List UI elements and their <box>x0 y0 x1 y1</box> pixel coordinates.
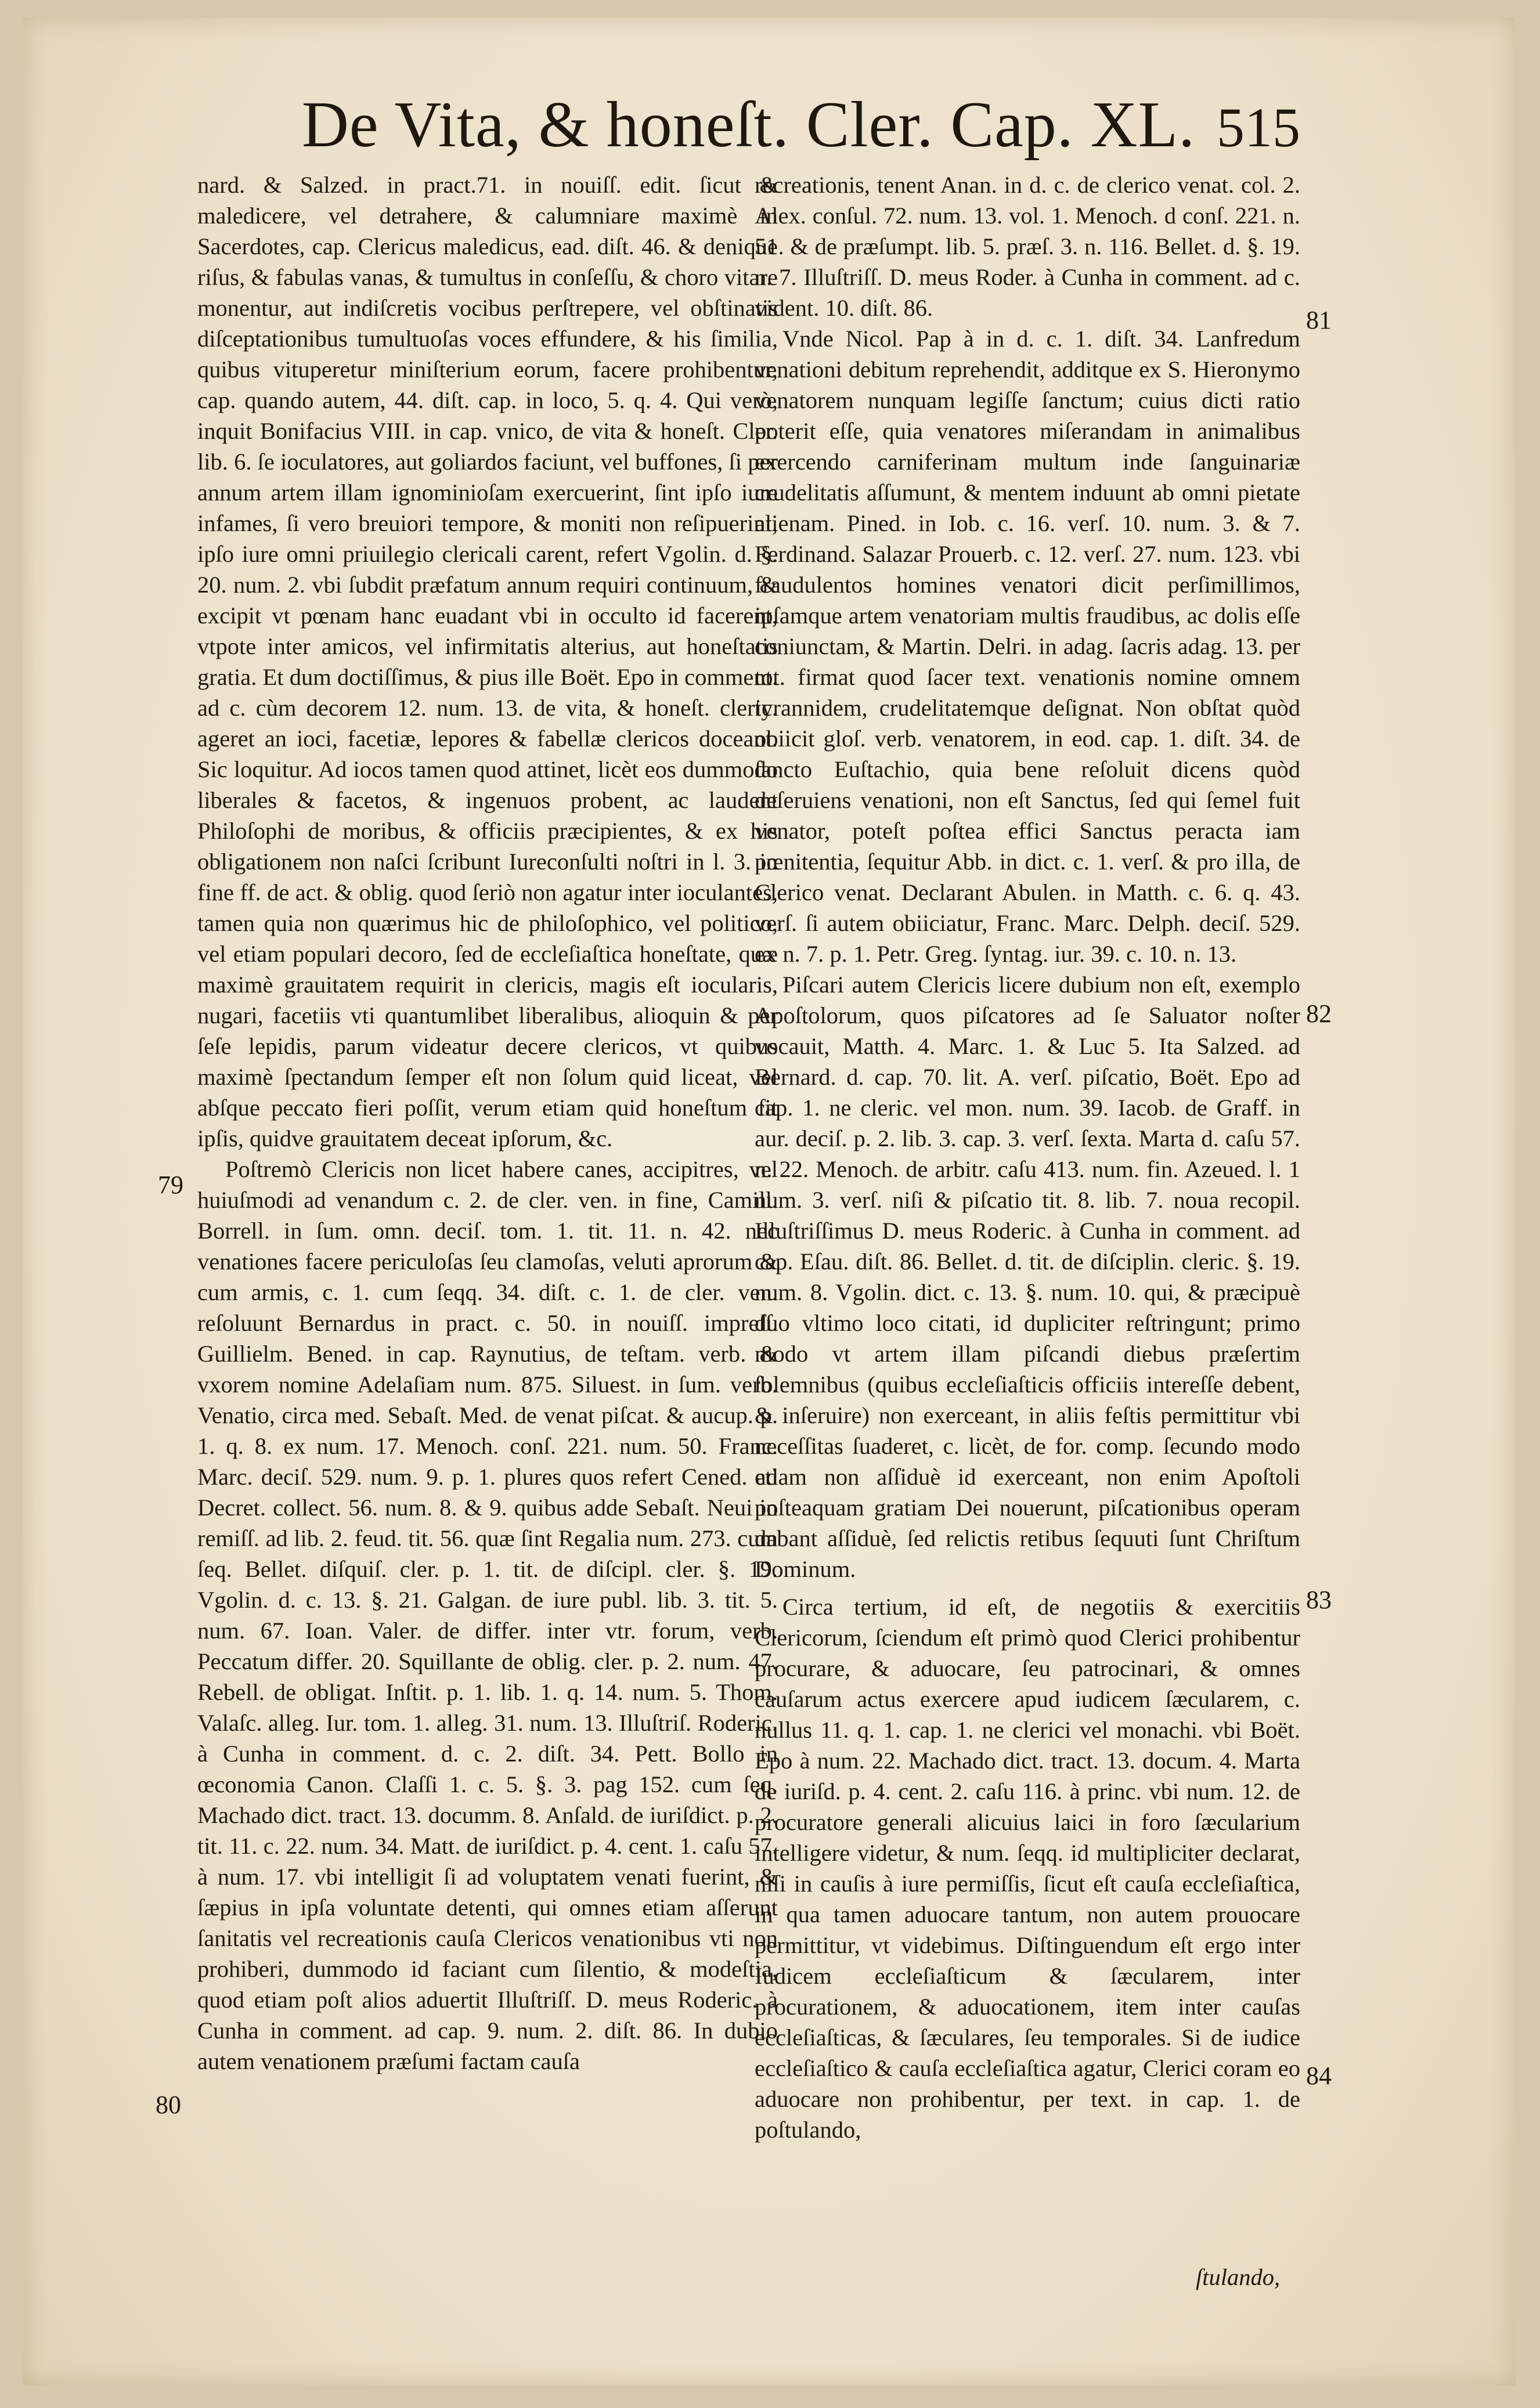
right-paragraph-1: recreationis, tenent Anan. in d. c. de clerico venat. col. 2. Alex. conſul. 72. num. 13. vol. 1. Menoch. d conſ. 221. n. 51. & de præſumpt. lib. 5. præſ. 3. n. 116. Bellet. d. §. 19. n. 7. Illuſtriſſ. D. meus Roder. à Cunha in comment. ad c. vident. 10. diſt. 86. <box>755 172 1300 321</box>
right-paragraph-4: Circa tertium, id eſt, de negotiis & exercitiis Clericorum, ſciendum eſt primò quod Clerici prohibentur procurare, & aduocare, ſeu patrocinari, & omnes cauſarum actus exercere apud iudicem ſæcularem, c. nullus 11. q. 1. cap. 1. ne clerici vel monachi. vbi Boët. Epo à num. 22. Machado dict. tract. 13. docum. 4. Marta de iuriſd. p. 4. cent. 2. caſu 116. à princ. vbi num. 12. de procuratore generali alicuius laici in foro ſæcularium intelligere videtur, & num. ſeqq. id multipliciter declarat, niſi in cauſis à iure permiſſis, ſicut eſt cauſa eccleſiaſtica, in qua tamen aduocare tantum, non autem prouocare permittitur, vt videbimus. Diſtinguendum eſt ergo inter Iudicem eccleſiaſticum & ſæcularem, inter procurationem, & aduocationem, item inter cauſas eccleſiaſticas, & ſæculares, ſeu temporales. Si de iudice eccleſiaſtico & cauſa eccleſiaſtica agatur, Clerici coram eo aduocare non prohibentur, per text. in cap. 1. de poſtulando, <box>755 1594 1300 2143</box>
left-paragraph-2: Poſtremò Clericis non licet habere canes, accipitres, vel huiuſmodi ad venandum c. 2. de cler. ven. in fine, Camill. Borrell. in ſum. omn. deciſ. tom. 1. tit. 11. n. 42. nec venationes facere periculoſas ſeu clamoſas, veluti aprorum & cum armis, c. 1. cum ſeqq. 34. diſt. c. 1. de cler. ven. reſoluunt Bernardus in pract. c. 50. in nouiſſ. impreſſ. Guillielm. Bened. in cap. Raynutius, de teſtam. verb. & vxorem nomine Adelaſiam num. 875. Siluest. in ſum. verb. Venatio, circa med. Sebaſt. Med. de venat piſcat. & aucup. p. 1. q. 8. ex num. 17. Menoch. conſ. 221. num. 50. Franc. Marc. deciſ. 529. num. 9. p. 1. plures quos refert Cened. ad Decret. collect. 56. num. 8. & 9. quibus adde Sebaſt. Neui in remiſſ. ad lib. 2. feud. tit. 56. quæ ſint Regalia num. 273. cum ſeq. Bellet. diſquiſ. cler. p. 1. tit. de diſcipl. cler. §. 19. Vgolin. d. c. 13. §. 21. Galgan. de iure publ. lib. 3. tit. 5. num. 67. Ioan. Valer. de differ. inter vtr. forum, verb. Peccatum differ. 20. Squillante de oblig. cler. p. 2. num. 47. Rebell. de obligat. Inſtit. p. 1. lib. 1. q. 14. num. 5. Thom. Valaſc. alleg. Iur. tom. 1. alleg. 31. num. 13. Illuſtriſ. Roderic. à Cunha in comment. d. c. 2. diſt. 34. Pett. Bollo in œconomia Canon. Claſſi 1. c. 5. §. 3. pag 152. cum ſeq. Machado dict. tract. 13. documm. 8. Anſald. de iuriſdict. p. 2. tit. 11. c. 22. num. 34. Matt. de iuriſdict. p. 4. cent. 1. caſu 57. à num. 17. vbi intelligit ſi ad voluptatem venati fuerint, & ſæpius in ipſa voluntate detenti, qui omnes etiam aſſerunt ſanitatis vel recreationis cauſa Clericos venationibus vti non prohiberi, dummodo id faciant cum ſilentio, & modeſtia, quod etiam poſt alios aduertit Illuſtriſſ. D. meus Roderic. à Cunha in comment. ad cap. 9. num. 2. diſt. 86. In dubio autem venationem præſumi factam cauſa <box>197 1156 778 2074</box>
right-paragraph-2: Vnde Nicol. Pap à in d. c. 1. diſt. 34. Lanfredum venationi debitum reprehendit, additque ex S. Hieronymo venatorem nunquam legiſſe ſanctum; cuius dicti ratio poterit eſſe, quia venatores miſerandam in animalibus exercendo carniferinam multum inde ſanguinariæ crudelitatis aſſumunt, & mentem induunt ab omni pietate alienam. Pined. in Iob. c. 16. verſ. 10. num. 3. & 7. Ferdinand. Salazar Prouerb. c. 12. verſ. 27. num. 123. vbi fraudulentos homines venatori dicit perſimillimos, ipſamque artem venatoriam multis fraudibus, ac dolis eſſe coniunctam, & Martin. Delri. in adag. ſacris adag. 13. per tot. firmat quod ſacer text. venationis nomine omnem tyrannidem, crudelitatemque deſignat. Non obſtat quòd obiicit gloſ. verb. venatorem, in eod. cap. 1. diſt. 34. de ſancto Euſtachio, quia bene reſoluit dicens quòd deſeruiens venationi, non eſt Sanctus, ſed qui ſemel fuit venator, poteſt poſtea effici Sanctus peracta iam pœnitentia, ſequitur Abb. in dict. c. 1. verſ. & pro illa, de Clerico venat. Declarant Abulen. in Matth. c. 6. q. 43. verſ. ſi autem obiiciatur, Franc. Marc. Delph. deciſ. 529. ex n. 7. p. 1. Petr. Greg. ſyntag. iur. 39. c. 10. n. 13. <box>755 326 1300 967</box>
margin-number-79: 79 <box>158 1171 183 1199</box>
left-paragraph-1: nard. & Salzed. in pract.71. in nouiſſ. edit. ſicut & maledicere, vel detrahere, & calumniare maximè in Sacerdotes, cap. Clericus maledicus, ead. diſt. 46. & denique riſus, & fabulas vanas, & tumultus in conſeſſu, & choro vitare monentur, aut indiſcretis vocibus perſtrepere, vel obſtinatis diſceptationibus tumultuoſas voces effundere, & his ſimilia, quibus vituperetur miniſterium eorum, facere prohibentur, cap. quando autem, 44. diſt. cap. in loco, 5. q. 4. Qui verò, inquit Bonifacius VIII. in cap. vnico, de vita & honeſt. Cler. lib. 6. ſe ioculatores, aut goliardos faciunt, vel buffones, ſi per annum artem illam ignominioſam exercuerint, ſint ipſo iure infames, ſi vero breuiori tempore, & moniti non reſipuerint, ipſo iure omni priuilegio clericali carent, refert Vgolin. d. §. 20. num. 2. vbi ſubdit præfatum annum requiri continuum, & excipit vt pœnam hanc euadant vbi in occulto id facerent, vtpote inter amicos, vel infirmitatis alterius, aut honeſtatis gratia. Et dum doctiſſimus, & pius ille Boët. Epo in comment. ad c. cùm decorem 12. num. 13. de vita, & honeſt. cleric. ageret an ioci, facetiæ, lepores & fabellæ clericos doceant. Sic loquitur. Ad iocos tamen quod attinet, licèt eos dummodo liberales & facetos, & ingenuos probent, ac laudent Philoſophi de moribus, & officiis præcipientes, & ex his obligationem non naſci ſcribunt Iureconſulti noſtri in l. 3. in fine ff. de act. & oblig. quod ſeriò non agatur inter ioculantes, tamen quia non quærimus hic de philoſophico, vel politico, vel etiam populari decoro, ſed de eccleſiaſtica honeſtate, quæ maximè grauitatem requirit in clericis, magis eſt iocularis, nugari, facetiis vti quantumlibet liberalibus, alioquin & per ſeſe lepidis, parum videatur decere clericos, vt quibus maximè ſpectandum ſemper eſt non ſolum quid liceat, vel abſque peccato fieri poſſit, verum etiam quid honeſtum ſit ipſis, quidve grauitatem deceat ipſorum, &c. <box>197 172 778 1151</box>
margin-number-84: 84 <box>1306 2062 1332 2090</box>
page-header <box>302 81 1300 168</box>
left-column <box>197 169 778 2077</box>
margin-number-81: 81 <box>1306 306 1332 334</box>
book-page <box>23 17 1515 2385</box>
right-column <box>755 169 1300 2145</box>
catchword: ſtulando, <box>1196 2264 1281 2290</box>
margin-number-82: 82 <box>1306 999 1332 1028</box>
margin-number-83: 83 <box>1306 1586 1332 1614</box>
margin-number-80: 80 <box>156 2091 181 2119</box>
right-paragraph-3: Piſcari autem Clericis licere dubium non eſt, exemplo Apoſtolorum, quos piſcatores ad ſe Saluator noſter vocauit, Matth. 4. Marc. 1. & Luc 5. Ita Salzed. ad Bernard. d. cap. 70. lit. A. verſ. piſcatio, Boët. Epo ad cap. 1. ne cleric. vel mon. num. 39. Iacob. de Graff. in aur. deciſ. p. 2. lib. 3. cap. 3. verſ. ſexta. Marta d. caſu 57. n. 22. Menoch. de arbitr. caſu 413. num. fin. Azeued. l. 1 num. 3. verſ. niſi & piſcatio tit. 8. lib. 7. noua recopil. Illuſtriſſimus D. meus Roderic. à Cunha in comment. ad cap. Eſau. diſt. 86. Bellet. d. tit. de diſciplin. cleric. §. 19. num. 8. Vgolin. dict. c. 13. §. num. 10. qui, & præcipuè duo vltimo loco citati, id dupliciter reſtringunt; primo modo vt artem illam piſcandi diebus præſertim ſolemnibus (quibus eccleſiaſticis officiis intereſſe debent, & inſeruire) non exerceant, in aliis feſtis permittitur vbi neceſſitas ſuaderet, c. licèt, de for. comp. ſecundo modo etiam non aſſiduè id exerceant, non enim Apoſtoli poſteaquam gratiam Dei nouerunt, piſcationibus operam dabant aſſiduè, ſed relictis retibus ſequuti ſunt Chriſtum Dominum. <box>755 972 1300 1582</box>
running-title: De Vita, & honeſt. Cler. Cap. XL. <box>302 89 1196 161</box>
page-number: 515 <box>1217 96 1300 158</box>
